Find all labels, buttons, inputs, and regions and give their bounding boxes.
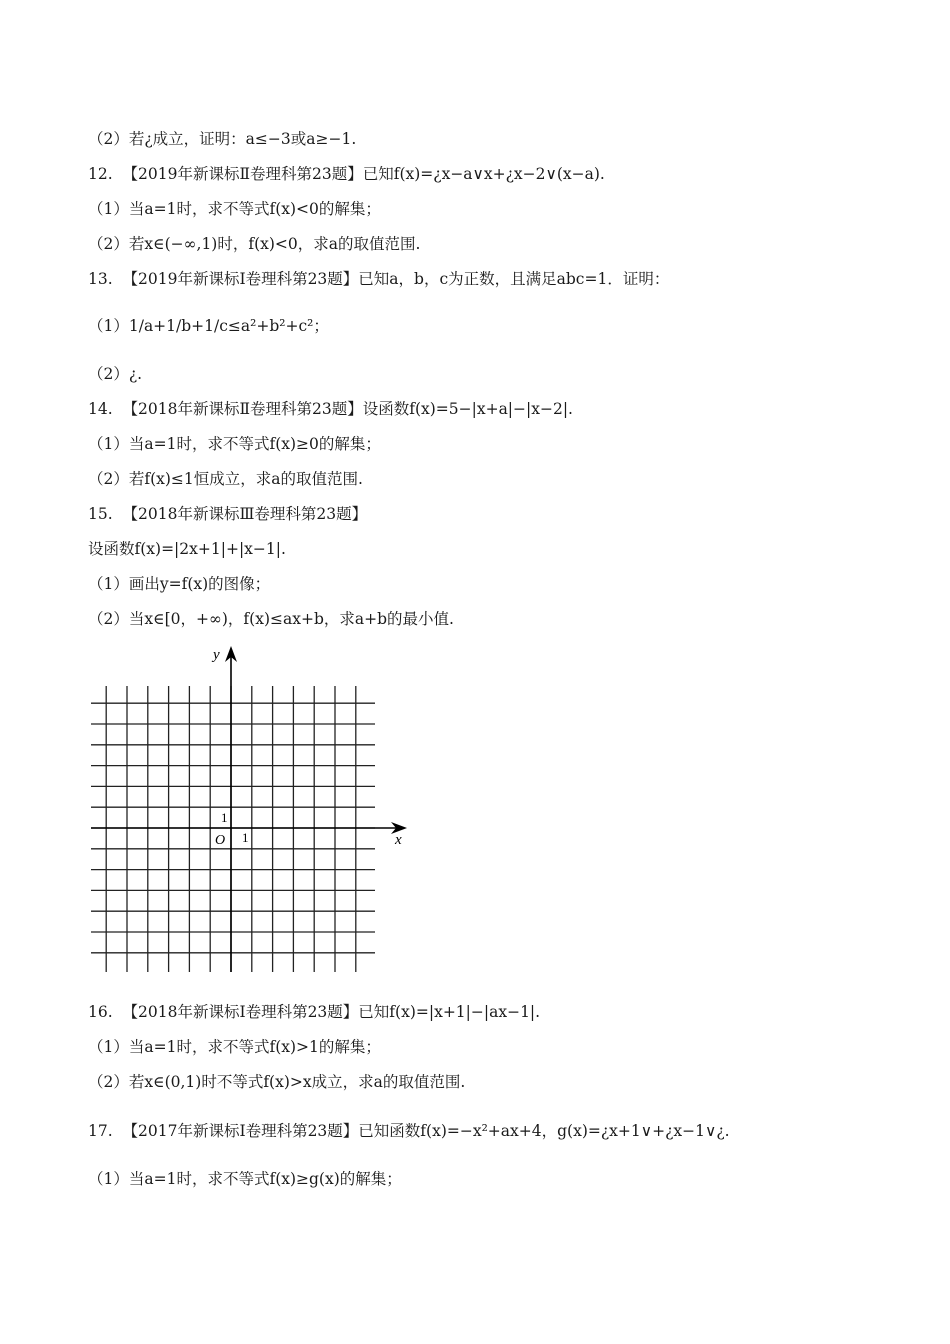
text-line-9: （1）当a=1时，求不等式f(x)≥0的解集； bbox=[88, 435, 381, 453]
x-unit-label: 1 bbox=[242, 830, 249, 845]
text-line-12: 设函数f(x)=|2x+1|+|x−1|. bbox=[88, 540, 286, 558]
y-axis-label: y bbox=[213, 647, 220, 663]
text-line-18: 17. 【2017年新课标Ⅰ卷理科第23题】已知函数f(x)=−x²+ax+4，g(x)=¿x+1∨+¿x−1∨¿. bbox=[88, 1122, 730, 1140]
coordinate-grid-figure bbox=[85, 642, 415, 977]
text-line-5: 13. 【2019年新课标Ⅰ卷理科第23题】已知a，b，c为正数，且满足abc=1．证明： bbox=[88, 270, 670, 288]
origin-label: O bbox=[215, 833, 226, 848]
x-axis-label: x bbox=[395, 832, 402, 848]
text-line-6: （1）1/a+1/b+1/c≤a²+b²+c²； bbox=[88, 317, 329, 335]
text-line-1: （2）若¿成立，证明：a≤−3或a≥−1. bbox=[88, 130, 357, 148]
text-line-11: 15. 【2018年新课标Ⅲ卷理科第23题】 bbox=[88, 505, 368, 523]
text-line-17: （2）若x∈(0,1)时不等式f(x)>x成立，求a的取值范围. bbox=[88, 1073, 466, 1091]
text-line-19: （1）当a=1时，求不等式f(x)≥g(x)的解集； bbox=[88, 1170, 402, 1188]
text-line-7: （2）¿. bbox=[88, 365, 143, 383]
text-line-4: （2）若x∈(−∞,1)时，f(x)<0，求a的取值范围. bbox=[88, 235, 421, 253]
text-line-10: （2）若f(x)≤1恒成立，求a的取值范围. bbox=[88, 470, 363, 488]
text-line-8: 14. 【2018年新课标Ⅱ卷理科第23题】设函数f(x)=5−|x+a|−|x−2|. bbox=[88, 400, 573, 418]
y-unit-label: 1 bbox=[221, 810, 228, 825]
text-line-16: （1）当a=1时，求不等式f(x)>1的解集； bbox=[88, 1038, 381, 1056]
text-line-13: （1）画出y=f(x)的图像； bbox=[88, 575, 271, 593]
text-line-2: 12. 【2019年新课标Ⅱ卷理科第23题】已知f(x)=¿x−a∨x+¿x−2∨(x−a). bbox=[88, 165, 605, 183]
text-line-3: （1）当a=1时，求不等式f(x)<0的解集； bbox=[88, 200, 381, 218]
text-line-14: （2）当x∈[0，+∞)，f(x)≤ax+b，求a+b的最小值. bbox=[88, 610, 454, 628]
text-line-15: 16. 【2018年新课标Ⅰ卷理科第23题】已知f(x)=|x+1|−|ax−1|. bbox=[88, 1003, 541, 1021]
